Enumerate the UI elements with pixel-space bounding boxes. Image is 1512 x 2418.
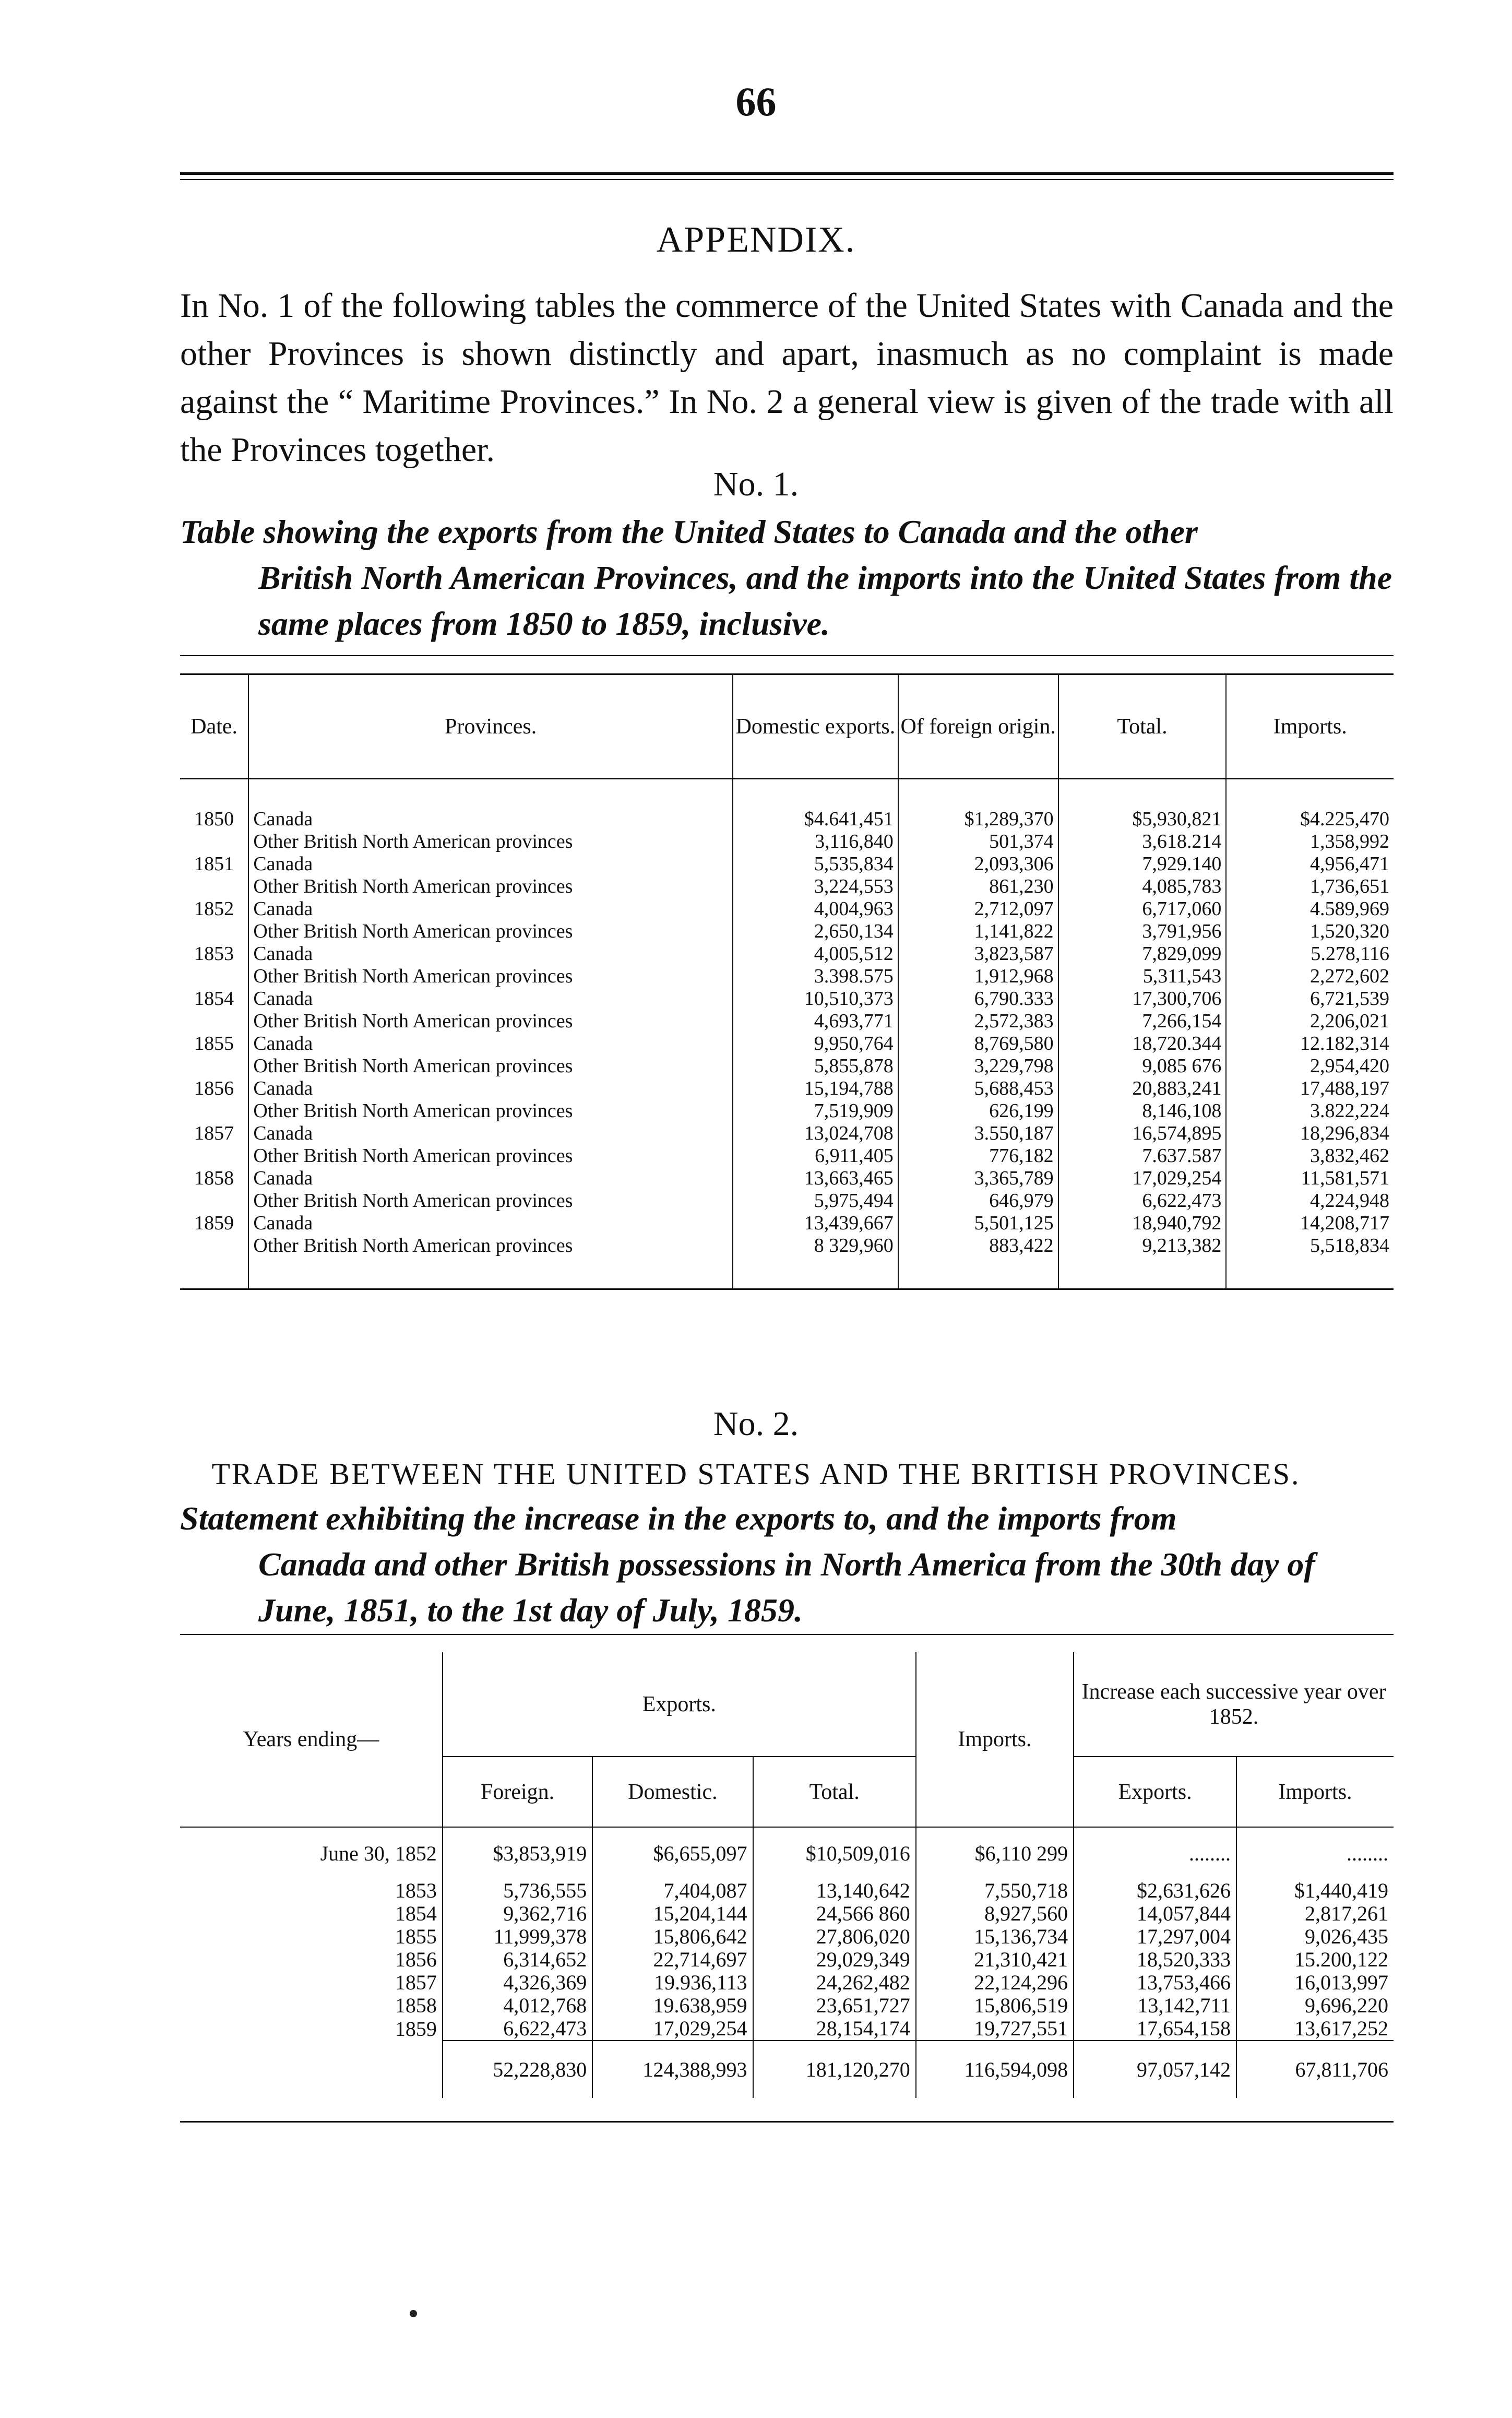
row-year: 1854 [395,1902,437,1925]
row-total: 24,566 860 [753,1902,916,1925]
row-foreign-origin: 3.550,187 [898,1122,1058,1145]
row-imports: 5.278,116 [1226,943,1394,965]
row-year: 1853 [395,1879,437,1902]
row-total: 13,140,642 [753,1879,916,1902]
table-row [180,853,1394,875]
row-total: 20,883,241 [1058,1077,1227,1100]
table-row [180,1235,1394,1257]
row-domestic-exports: 13,663,465 [733,1167,898,1190]
table-row [180,1033,1394,1055]
row-foreign: 4,326,369 [443,1971,592,1994]
row-total: 7,929.140 [1058,853,1227,875]
page-number: 66 [735,79,777,124]
table-row [180,1055,1394,1077]
row-domestic-exports: 9,950,764 [733,1033,898,1055]
table-row [180,1212,1394,1235]
row-foreign-origin: 1,141,822 [898,920,1058,943]
row-imports: 2,272,602 [1226,965,1394,988]
table2-header-total: Total. [753,1757,916,1827]
row-domestic: $6,655,097 [592,1827,753,1879]
row-date: 1851 [194,853,234,875]
row-total: 24,262,482 [753,1971,916,1994]
row-foreign-origin: 3,365,789 [898,1167,1058,1190]
row-imports: 1,736,651 [1226,875,1394,898]
row-total: 6,717,060 [1058,898,1227,920]
row-imports: 12.182,314 [1226,1033,1394,1055]
row-total: 16,574,895 [1058,1122,1227,1145]
row-date [180,1145,248,1167]
row-date [180,831,248,853]
table2-number: No. 2. [713,1405,799,1443]
row-total: 29,029,349 [753,1948,916,1971]
row-increase-imports: 9,026,435 [1236,1925,1394,1948]
row-total: 18,720.344 [1058,1033,1227,1055]
row-foreign-origin: 5,501,125 [898,1212,1058,1235]
row-province: Canada [248,1167,733,1190]
row-domestic-exports: $4.641,451 [733,779,898,831]
row-imports: 8,927,560 [916,1902,1074,1925]
row-foreign-origin: 1,912,968 [898,965,1058,988]
row-province: Canada [248,1033,733,1055]
table2-header-years: Years ending— [180,1652,443,1827]
row-imports: $4.225,470 [1226,779,1394,831]
row-imports: 19,727,551 [916,2017,1074,2041]
row-imports: 1,520,320 [1226,920,1394,943]
row-increase-exports: 18,520,333 [1074,1948,1236,1971]
table1-body [180,779,1394,1258]
row-imports: 1,358,992 [1226,831,1394,853]
table2-total-foreign: 52,228,830 [443,2041,592,2098]
row-date: 1858 [194,1167,234,1189]
row-foreign: 9,362,716 [443,1902,592,1925]
row-imports: 4,224,948 [1226,1190,1394,1212]
table-row [180,2017,1394,2041]
row-increase-imports: 2,817,261 [1236,1902,1394,1925]
table1-header-foreign: Of foreign origin. [898,674,1058,779]
row-imports: 21,310,421 [916,1948,1074,1971]
row-foreign: 6,622,473 [443,2017,592,2041]
row-imports: 6,721,539 [1226,988,1394,1010]
row-date [180,1010,248,1033]
row-domestic-exports: 3,224,553 [733,875,898,898]
table-row [180,898,1394,920]
row-total: 3,618.214 [1058,831,1227,853]
row-domestic: 15,806,642 [592,1925,753,1948]
row-domestic-exports: 4,004,963 [733,898,898,920]
row-date: 1854 [194,988,234,1010]
table-row [180,1994,1394,2017]
table-row [180,1879,1394,1902]
row-foreign-origin: 776,182 [898,1145,1058,1167]
row-imports: 17,488,197 [1226,1077,1394,1100]
row-increase-imports: 13,617,252 [1236,2017,1394,2041]
row-imports: 2,954,420 [1226,1055,1394,1077]
row-increase-exports: 14,057,844 [1074,1902,1236,1925]
row-foreign-origin: 2,712,097 [898,898,1058,920]
row-year: June 30, 1852 [320,1841,437,1865]
row-domestic: 22,714,697 [592,1948,753,1971]
table1-number: No. 1. [713,465,799,503]
table2-header-inc-exports: Exports. [1074,1757,1236,1827]
row-year: 1858 [395,1994,437,2017]
table2-caption-line1: Statement exhibiting the increase in the exports to, and the imports from [180,1500,1177,1537]
table-row [180,1122,1394,1145]
row-date [180,920,248,943]
row-foreign-origin: 6,790.333 [898,988,1058,1010]
row-total: 8,146,108 [1058,1100,1227,1122]
row-date [180,875,248,898]
row-date: 1859 [194,1212,234,1234]
appendix-heading: APPENDIX. [656,220,856,260]
row-total: 6,622,473 [1058,1190,1227,1212]
table2-top-rule [180,1634,1394,1635]
table-row [180,779,1394,831]
row-foreign-origin: 8,769,580 [898,1033,1058,1055]
row-increase-imports: 9,696,220 [1236,1994,1394,2017]
row-foreign-origin: 3,229,798 [898,1055,1058,1077]
row-increase-exports: 17,654,158 [1074,2017,1236,2041]
table1-caption [180,509,1394,647]
table2-header-domestic: Domestic. [592,1757,753,1827]
row-increase-exports: 17,297,004 [1074,1925,1236,1948]
header-rule [180,172,1394,175]
table2-total-total: 181,120,270 [753,2041,916,2098]
row-domestic-exports: 10,510,373 [733,988,898,1010]
row-total: 3,791,956 [1058,920,1227,943]
row-province: Other British North American provinces [248,1235,733,1257]
row-increase-imports: 16,013,997 [1236,1971,1394,1994]
row-domestic: 7,404,087 [592,1879,753,1902]
row-total: $5,930,821 [1058,779,1227,831]
row-increase-imports: ........ [1236,1827,1394,1879]
row-imports: 14,208,717 [1226,1212,1394,1235]
row-province: Other British North American provinces [248,875,733,898]
table2-caption-line2: Canada and other British possessions in North America from the 30th day of June, 1851, to the 1st day of July, 1859. [258,1546,1315,1629]
table-row [180,1827,1394,1879]
row-total: 5,311,543 [1058,965,1227,988]
table2 [180,1652,1394,2123]
row-imports: 15,136,734 [916,1925,1074,1948]
table-row [180,920,1394,943]
row-year: 1855 [395,1925,437,1948]
row-imports: 2,206,021 [1226,1010,1394,1033]
table1-caption-line1: Table showing the exports from the United States to Canada and the other [180,513,1198,550]
table-row [180,1925,1394,1948]
row-date [180,1190,248,1212]
row-imports: 15,806,519 [916,1994,1074,2017]
table-row [180,1902,1394,1925]
row-imports: 4.589,969 [1226,898,1394,920]
row-imports: 3.822,224 [1226,1100,1394,1122]
table-row [180,988,1394,1010]
row-total: 27,806,020 [753,1925,916,1948]
row-foreign: 6,314,652 [443,1948,592,1971]
row-total: $10,509,016 [753,1827,916,1879]
row-province: Other British North American provinces [248,1145,733,1167]
row-domestic-exports: 6,911,405 [733,1145,898,1167]
row-date: 1853 [194,943,234,965]
row-domestic-exports: 5,535,834 [733,853,898,875]
row-domestic-exports: 13,439,667 [733,1212,898,1235]
row-province: Canada [248,1212,733,1235]
row-foreign: 5,736,555 [443,1879,592,1902]
table2-header-imports: Imports. [916,1652,1074,1827]
row-total: 9,213,382 [1058,1235,1227,1257]
row-foreign: $3,853,919 [443,1827,592,1879]
row-province: Canada [248,779,733,831]
table-row [180,1971,1394,1994]
row-imports: 18,296,834 [1226,1122,1394,1145]
row-imports: $6,110 299 [916,1827,1074,1879]
row-date [180,1055,248,1077]
row-increase-exports: 13,753,466 [1074,1971,1236,1994]
table-row [180,875,1394,898]
row-date [180,965,248,988]
row-province: Canada [248,853,733,875]
row-foreign-origin: 501,374 [898,831,1058,853]
row-date: 1850 [194,808,234,830]
row-domestic: 17,029,254 [592,2017,753,2041]
row-foreign-origin: 2,572,383 [898,1010,1058,1033]
row-province: Canada [248,1077,733,1100]
row-domestic-exports: 2,650,134 [733,920,898,943]
row-imports: 22,124,296 [916,1971,1074,1994]
row-total: 9,085 676 [1058,1055,1227,1077]
row-total: 28,154,174 [753,2017,916,2041]
row-increase-imports: $1,440,419 [1236,1879,1394,1902]
table2-total-domestic: 124,388,993 [592,2041,753,2098]
row-domestic-exports: 5,975,494 [733,1190,898,1212]
row-foreign-origin: 626,199 [898,1100,1058,1122]
table1 [180,673,1394,1290]
table1-header-total: Total. [1058,674,1227,779]
row-total: 17,029,254 [1058,1167,1227,1190]
table2-total-inc-exports: 97,057,142 [1074,2041,1236,2098]
table-row [180,1077,1394,1100]
row-province: Canada [248,898,733,920]
row-year: 1857 [395,1971,437,1994]
row-total: 7,266,154 [1058,1010,1227,1033]
row-domestic-exports: 13,024,708 [733,1122,898,1145]
row-increase-exports: $2,631,626 [1074,1879,1236,1902]
table-row [180,1948,1394,1971]
row-date [180,1235,248,1257]
table-row [180,1010,1394,1033]
header-rule-thin [180,179,1394,180]
table2-body [180,1827,1394,2041]
table2-header-increase: Increase each successive year over 1852. [1074,1652,1394,1757]
row-domestic-exports: 4,693,771 [733,1010,898,1033]
row-foreign-origin: $1,289,370 [898,779,1058,831]
row-year: 1859 [395,2017,437,2041]
row-domestic-exports: 3,116,840 [733,831,898,853]
row-date [180,1100,248,1122]
table1-header-domestic: Domestic exports. [733,674,898,779]
row-date: 1857 [194,1122,234,1144]
row-domestic: 19.936,113 [592,1971,753,1994]
table-row [180,831,1394,853]
row-imports: 3,832,462 [1226,1145,1394,1167]
row-foreign-origin: 861,230 [898,875,1058,898]
row-province: Other British North American provinces [248,1010,733,1033]
row-province: Other British North American provinces [248,1100,733,1122]
row-province: Canada [248,1122,733,1145]
table1-header-provinces: Provinces. [248,674,733,779]
row-increase-imports: 15.200,122 [1236,1948,1394,1971]
table-row [180,1100,1394,1122]
table-row [180,1145,1394,1167]
row-total: 18,940,792 [1058,1212,1227,1235]
table1-caption-line2: British North American Provinces, and the imports into the United States from the same places from 1850 to 1859, inclusive. [258,559,1392,642]
row-foreign: 11,999,378 [443,1925,592,1948]
table2-caption [180,1496,1394,1633]
table-row [180,1167,1394,1190]
row-total: 7,829,099 [1058,943,1227,965]
table-row [180,943,1394,965]
row-imports: 11,581,571 [1226,1167,1394,1190]
row-foreign-origin: 3,823,587 [898,943,1058,965]
row-foreign: 4,012,768 [443,1994,592,2017]
table2-total-imports: 116,594,098 [916,2041,1074,2098]
row-imports: 5,518,834 [1226,1235,1394,1257]
row-foreign-origin: 5,688,453 [898,1077,1058,1100]
row-imports: 4,956,471 [1226,853,1394,875]
table2-header-inc-imports: Imports. [1236,1757,1394,1827]
row-domestic-exports: 15,194,788 [733,1077,898,1100]
row-province: Other British North American provinces [248,1190,733,1212]
row-province: Other British North American provinces [248,965,733,988]
table1-header-date: Date. [180,674,248,779]
row-province: Other British North American provinces [248,831,733,853]
row-year: 1856 [395,1948,437,1971]
table1-header-imports: Imports. [1226,674,1394,779]
row-domestic: 19.638,959 [592,1994,753,2017]
row-province: Other British North American provinces [248,1055,733,1077]
row-date: 1852 [194,898,234,920]
row-date: 1856 [194,1077,234,1099]
ink-speck [410,2310,417,2317]
table-row [180,965,1394,988]
table1-top-rule [180,655,1394,656]
row-foreign-origin: 646,979 [898,1190,1058,1212]
row-total: 4,085,783 [1058,875,1227,898]
row-domestic: 15,204,144 [592,1902,753,1925]
table2-totals-label [180,2041,443,2098]
row-province: Canada [248,988,733,1010]
row-total: 7.637.587 [1058,1145,1227,1167]
row-foreign-origin: 2,093,306 [898,853,1058,875]
row-province: Other British North American provinces [248,920,733,943]
table2-header-foreign: Foreign. [443,1757,592,1827]
row-increase-exports: 13,142,711 [1074,1994,1236,2017]
table-row [180,1190,1394,1212]
row-imports: 7,550,718 [916,1879,1074,1902]
row-province: Canada [248,943,733,965]
row-total: 17,300,706 [1058,988,1227,1010]
row-domestic-exports: 7,519,909 [733,1100,898,1122]
row-foreign-origin: 883,422 [898,1235,1058,1257]
intro-paragraph: In No. 1 of the following tables the commerce of the United States with Canada and the other Provinces is shown distinctly and apart, inasmuch as no complaint is made against the “ Maritime Provinces.” In No. 2 a general view is given of the trade with all the Provinces together. [180,287,1394,469]
row-increase-exports: ........ [1074,1827,1236,1879]
table2-total-inc-imports: 67,811,706 [1236,2041,1394,2098]
row-date: 1855 [194,1033,234,1054]
table2-title: TRADE BETWEEN THE UNITED STATES AND THE BRITISH PROVINCES. [211,1457,1301,1491]
row-domestic-exports: 3.398.575 [733,965,898,988]
row-total: 23,651,727 [753,1994,916,2017]
row-domestic-exports: 5,855,878 [733,1055,898,1077]
row-domestic-exports: 4,005,512 [733,943,898,965]
table2-header-exports: Exports. [443,1652,916,1757]
row-domestic-exports: 8 329,960 [733,1235,898,1257]
